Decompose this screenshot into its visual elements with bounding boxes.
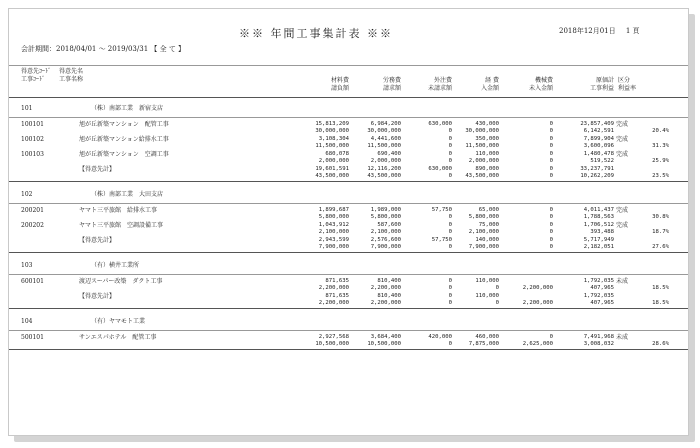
row-200201-top-col6: 4,011,437 [583, 207, 614, 213]
row-500101-bottom-col5: 2,625,000 [522, 341, 553, 347]
row-200201-bottom-col1: 5,800,000 [318, 214, 349, 220]
page-number: 1 頁 [625, 27, 640, 35]
row-200201-bottom-profit-rate: 30.8% [652, 214, 669, 220]
row-100103-top-col2: 690,400 [377, 151, 401, 157]
row-100103-bottom-profit-rate: 25.9% [652, 158, 669, 164]
row-100103-bottom-col1: 2,000,000 [318, 158, 349, 164]
row-600101-bottom-profit-rate: 18.5% [652, 285, 669, 291]
customer-code-102: 102 [21, 191, 33, 198]
customer-code-104: 104 [21, 318, 33, 325]
row-600101-top-col2: 810,400 [377, 278, 401, 284]
subtotal-102-bottom-profit-rate: 27.6% [652, 244, 669, 250]
customer-separator [9, 330, 689, 331]
row-500101-top-col3: 420,000 [428, 334, 452, 340]
customer-name-104: （有）ヤマモト工業 [91, 318, 146, 325]
customer-code-103: 103 [21, 262, 33, 269]
row-100103-bottom-col2: 2,000,000 [370, 158, 401, 164]
subtotal-101-top-col5: 0 [549, 166, 553, 172]
row-200201-bottom-col4: 5,800,000 [468, 214, 499, 220]
row-200201-top-col5: 0 [549, 207, 553, 213]
subtotal-102-top-col4: 140,000 [475, 237, 499, 243]
row-200202-top-kubun: 完成 [616, 222, 629, 229]
work-code-600101: 600101 [21, 278, 44, 285]
subtotal-103-bottom-col2: 2,200,000 [370, 300, 401, 306]
row-600101-bottom-col3: 0 [448, 285, 452, 291]
row-600101-bottom-col2: 2,200,000 [370, 285, 401, 291]
subtotal-102-bottom-col3: 0 [448, 244, 452, 250]
report-sheet [8, 8, 689, 436]
row-500101-bottom-col3: 0 [448, 341, 452, 347]
row-100102-top-col1: 3,108,304 [318, 136, 349, 142]
group-end-rule [9, 252, 689, 253]
row-200201-bottom-col3: 0 [448, 214, 452, 220]
header-c4-bottom: 入金額 [480, 85, 499, 92]
subtotal-102-top-col3: 57,750 [431, 237, 452, 243]
header-c4-top: 経 費 [485, 77, 499, 84]
customer-name-101: （株）南部工業 新宿支店 [91, 105, 164, 112]
row-100101-bottom-col1: 30,000,000 [315, 128, 349, 134]
subtotal-103-top-col3: 0 [448, 293, 452, 299]
subtotal-101-bottom-col6: 10,262,209 [580, 173, 614, 179]
row-100101-top-col3: 630,000 [428, 121, 452, 127]
row-200201-top-col3: 57,750 [431, 207, 452, 213]
row-200201-top-col2: 1,989,000 [370, 207, 401, 213]
row-100101-top-col5: 0 [549, 121, 553, 127]
row-100101-bottom-col6: 6,142,591 [583, 128, 614, 134]
row-200202-top-col5: 0 [549, 222, 553, 228]
header-c1-bottom: 請負額 [330, 85, 349, 92]
row-600101-top-col1: 871,635 [325, 278, 349, 284]
row-600101-bottom-col5: 2,200,000 [522, 285, 553, 291]
row-200201-top-col1: 1,899,687 [318, 207, 349, 213]
row-500101-bottom-col1: 10,500,000 [315, 341, 349, 347]
header-c5-bottom: 未入金額 [528, 85, 553, 92]
header-top-rule [9, 65, 689, 66]
work-code-200201: 200201 [21, 207, 44, 214]
row-200202-bottom-col3: 0 [448, 229, 452, 235]
row-100102-bottom-profit-rate: 31.3% [652, 143, 669, 149]
row-500101-top-col6: 7,491,968 [583, 334, 614, 340]
row-100102-top-col3: 0 [448, 136, 452, 142]
row-200202-bottom-col2: 2,100,000 [370, 229, 401, 235]
subtotal-103-top-col2: 810,400 [377, 293, 401, 299]
row-600101-top-col4: 110,000 [475, 278, 499, 284]
subtotal-102-bottom-col1: 7,900,000 [318, 244, 349, 250]
header-c6-bottom: 工事利益 [589, 85, 614, 92]
row-100102-top-kubun: 完成 [616, 136, 629, 143]
row-100103-top-col4: 110,000 [475, 151, 499, 157]
subtotal-101-bottom-col3: 0 [448, 173, 452, 179]
row-600101-bottom-col1: 2,200,000 [318, 285, 349, 291]
work-code-500101: 500101 [21, 334, 44, 341]
row-100103-bottom-col6: 519,522 [590, 158, 614, 164]
work-code-100103: 100103 [21, 151, 44, 158]
subtotal-103-top-col4: 110,000 [475, 293, 499, 299]
header-c1-top: 材料費 [330, 77, 349, 84]
report-date-page [559, 26, 640, 36]
header-c6-top: 原価計 [595, 77, 614, 84]
row-200201-top-col4: 65,000 [478, 207, 499, 213]
row-500101-bottom-col2: 10,500,000 [367, 341, 401, 347]
subtotal-103-bottom-col6: 407,965 [590, 300, 614, 306]
row-100101-bottom-profit-rate: 20.4% [652, 128, 669, 134]
accounting-period: 会計期間：2018/04/01 〜 2019/03/31 【 全 て 】 [21, 45, 186, 53]
row-100101-top-col6: 23,857,409 [580, 121, 614, 127]
row-200202-top-col1: 1,043,912 [318, 222, 349, 228]
row-200202-bottom-col4: 2,100,000 [468, 229, 499, 235]
row-200202-bottom-profit-rate: 18.7% [652, 229, 669, 235]
row-200201-bottom-col2: 5,800,000 [370, 214, 401, 220]
subtotal-101-top-col2: 12,116,200 [367, 166, 401, 172]
header-c2-top: 労務費 [382, 77, 401, 84]
subtotal-103-bottom-col1: 2,200,000 [318, 300, 349, 306]
subtotal-101-top-col1: 19,601,591 [315, 166, 349, 172]
subtotal-103-bottom-col5: 2,200,000 [522, 300, 553, 306]
subtotal-102-bottom-col4: 7,900,000 [468, 244, 499, 250]
row-100101-bottom-col4: 30,000,000 [465, 128, 499, 134]
row-100102-top-col5: 0 [549, 136, 553, 142]
header-profit-rate: 利益率 [618, 85, 637, 92]
subtotal-102-bottom-col2: 7,900,000 [370, 244, 401, 250]
subtotal-102-top-col2: 2,576,600 [370, 237, 401, 243]
row-500101-top-col2: 3,684,400 [370, 334, 401, 340]
row-100102-bottom-col3: 0 [448, 143, 452, 149]
work-name-200201: ヤマト三平旅館 給排水工事 [79, 207, 158, 214]
row-200202-bottom-col5: 0 [549, 229, 553, 235]
row-100101-top-kubun: 完成 [616, 121, 629, 128]
customer-code-101: 101 [21, 105, 33, 112]
row-500101-top-col5: 0 [549, 334, 553, 340]
customer-name-102: （株）南部工業 大田支店 [91, 191, 164, 198]
row-500101-top-col1: 2,927,568 [318, 334, 349, 340]
work-code-100102: 100102 [21, 136, 44, 143]
subtotal-103-top-col1: 871,635 [325, 293, 349, 299]
header-kubun: 区分 [618, 77, 631, 84]
row-500101-top-col4: 460,000 [475, 334, 499, 340]
customer-separator [9, 274, 689, 275]
work-name-600101: 渡辺スーパー改築 ダクト工事 [79, 278, 163, 285]
header-work-name: 工事名称 [59, 76, 84, 83]
subtotal-101-bottom-profit-rate: 23.5% [652, 173, 669, 179]
row-100101-bottom-col3: 0 [448, 128, 452, 134]
subtotal-101-bottom-col1: 43,500,000 [315, 173, 349, 179]
work-name-500101: サンエスパホテル 配管工事 [79, 334, 157, 341]
row-100102-bottom-col5: 0 [549, 143, 553, 149]
row-100101-top-col1: 15,813,209 [315, 121, 349, 127]
report-title: ※※ 年間工事集計表 ※※ [239, 27, 393, 40]
subtotal-103-top-col6: 1,792,035 [583, 293, 614, 299]
row-200202-bottom-col1: 2,100,000 [318, 229, 349, 235]
row-100102-top-col6: 7,899,904 [583, 136, 614, 142]
subtotal-102-bottom-col6: 2,182,051 [583, 244, 614, 250]
row-100102-bottom-col4: 11,500,000 [465, 143, 499, 149]
row-100101-bottom-col5: 0 [549, 128, 553, 134]
header-bottom-rule [9, 97, 689, 98]
row-600101-bottom-col6: 407,965 [590, 285, 614, 291]
row-500101-bottom-profit-rate: 28.6% [652, 341, 669, 347]
work-code-100101: 100101 [21, 121, 44, 128]
header-customer-code: 得意先ｺｰﾄﾞ [21, 68, 52, 75]
work-name-200202: ヤマト三平旅館 空調設備工事 [79, 222, 164, 229]
header-c3-bottom: 未請求額 [427, 85, 452, 92]
row-100102-bottom-col2: 11,500,000 [367, 143, 401, 149]
subtotal-label-101: 【得意先計】 [79, 166, 116, 173]
row-100103-top-col1: 680,078 [325, 151, 349, 157]
row-200202-bottom-col6: 393,488 [590, 229, 614, 235]
work-name-100103: 旭が丘新築マンション 空調工事 [79, 151, 169, 158]
row-200201-bottom-col5: 0 [549, 214, 553, 220]
subtotal-102-top-col1: 2,943,599 [318, 237, 349, 243]
subtotal-102-top-col6: 5,717,949 [583, 237, 614, 243]
subtotal-103-bottom-col4: 0 [495, 300, 499, 306]
subtotal-101-top-col4: 890,000 [475, 166, 499, 172]
header-work-code: 工事ｺｰﾄﾞ [21, 76, 46, 83]
subtotal-101-bottom-col5: 0 [549, 173, 553, 179]
row-100102-top-col4: 350,000 [475, 136, 499, 142]
row-100103-top-kubun: 完成 [616, 151, 629, 158]
row-100101-top-col4: 430,000 [475, 121, 499, 127]
report-date: 2018年12月01日 [559, 27, 616, 35]
row-100102-bottom-col1: 11,500,000 [315, 143, 349, 149]
row-200201-bottom-col6: 1,788,563 [583, 214, 614, 220]
header-customer-name: 得意先名 [59, 68, 84, 75]
subtotal-label-103: 【得意先計】 [79, 293, 116, 300]
row-500101-bottom-col6: 3,008,032 [583, 341, 614, 347]
work-code-200202: 200202 [21, 222, 44, 229]
row-200202-top-col4: 75,000 [478, 222, 499, 228]
header-c2-bottom: 請求額 [382, 85, 401, 92]
subtotal-103-bottom-profit-rate: 18.5% [652, 300, 669, 306]
customer-separator [9, 117, 689, 118]
customer-separator [9, 203, 689, 204]
row-100103-bottom-col5: 0 [549, 158, 553, 164]
subtotal-102-top-col5: 0 [549, 237, 553, 243]
row-600101-top-kubun: 未成 [616, 278, 629, 285]
row-100103-top-col3: 0 [448, 151, 452, 157]
group-end-rule [9, 308, 689, 309]
subtotal-103-bottom-col3: 0 [448, 300, 452, 306]
work-name-100101: 旭が丘新築マンション 配管工事 [79, 121, 169, 128]
header-c3-top: 外注費 [433, 77, 452, 84]
row-200202-top-col6: 1,706,512 [583, 222, 614, 228]
group-end-rule [9, 349, 689, 350]
work-name-100102: 旭が丘新築マンション給排水工事 [79, 136, 169, 143]
header-c5-top: 機械費 [534, 77, 553, 84]
row-100103-top-col5: 0 [549, 151, 553, 157]
row-200202-top-col2: 587,600 [377, 222, 401, 228]
row-100101-bottom-col2: 30,000,000 [367, 128, 401, 134]
row-100103-bottom-col3: 0 [448, 158, 452, 164]
row-100103-bottom-col4: 2,000,000 [468, 158, 499, 164]
row-500101-top-kubun: 未成 [616, 334, 629, 341]
row-100102-bottom-col6: 3,600,096 [583, 143, 614, 149]
row-500101-bottom-col4: 7,875,000 [468, 341, 499, 347]
subtotal-101-top-col3: 630,000 [428, 166, 452, 172]
subtotal-101-top-col6: 33,237,791 [580, 166, 614, 172]
row-100101-top-col2: 6,984,200 [370, 121, 401, 127]
row-600101-bottom-col4: 0 [495, 285, 499, 291]
row-200201-top-kubun: 完成 [616, 207, 629, 214]
customer-name-103: （有）横井工業所 [91, 262, 140, 269]
subtotal-101-bottom-col4: 43,500,000 [465, 173, 499, 179]
subtotal-101-bottom-col2: 43,500,000 [367, 173, 401, 179]
row-100102-top-col2: 4,441,600 [370, 136, 401, 142]
row-600101-top-col6: 1,792,035 [583, 278, 614, 284]
subtotal-label-102: 【得意先計】 [79, 237, 116, 244]
subtotal-102-bottom-col5: 0 [549, 244, 553, 250]
row-100103-top-col6: 1,480,478 [583, 151, 614, 157]
row-600101-top-col3: 0 [448, 278, 452, 284]
group-end-rule [9, 181, 689, 182]
row-200202-top-col3: 0 [448, 222, 452, 228]
